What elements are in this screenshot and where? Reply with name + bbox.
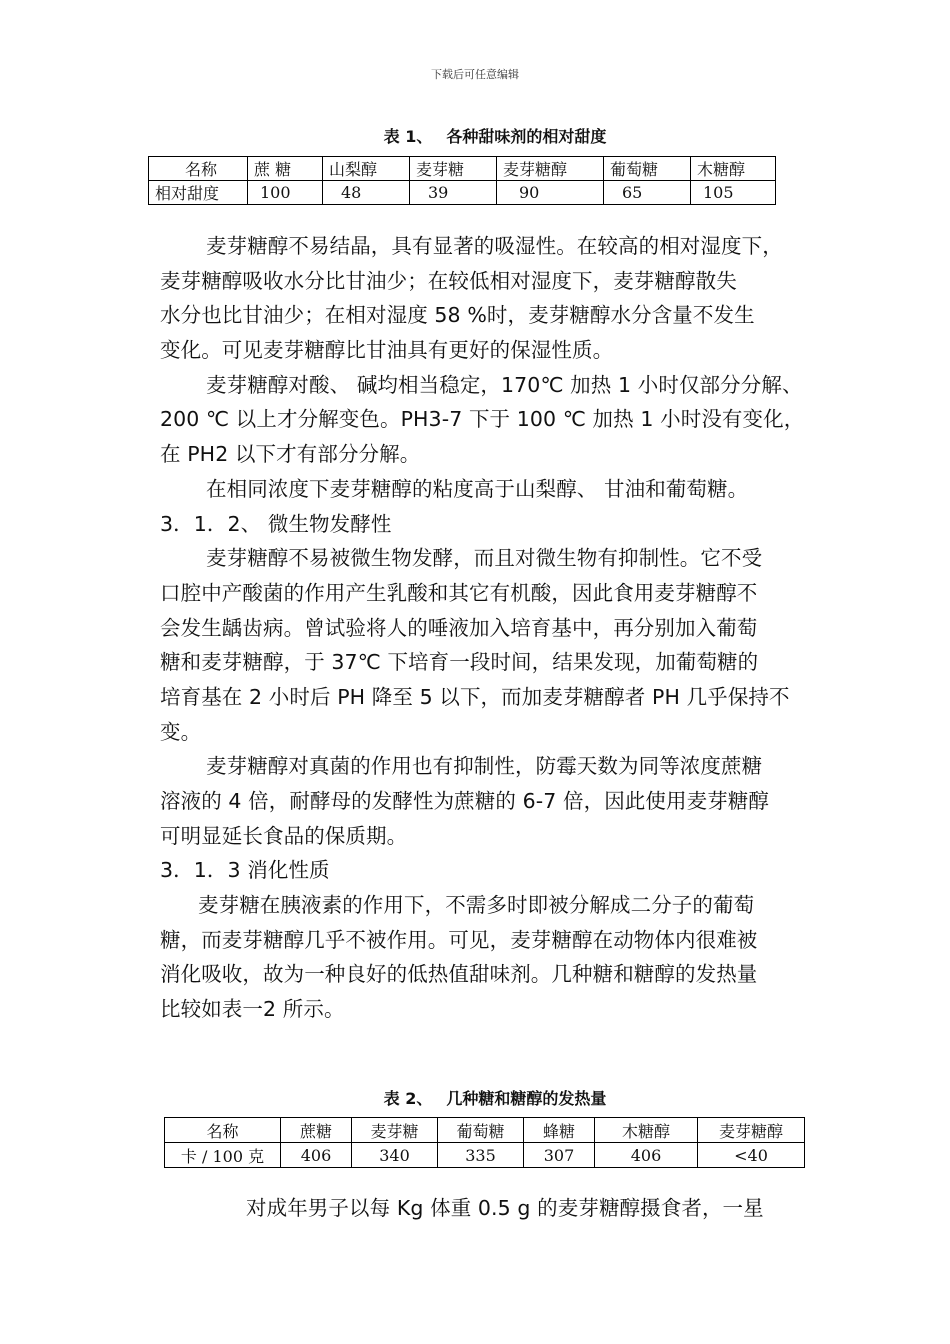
table-cell: 48 — [323, 181, 410, 205]
table-header-cell: 木糖醇 — [595, 1118, 698, 1143]
page-header: 下载后可任意编辑 — [431, 68, 519, 81]
table-cell: 406 — [281, 1143, 352, 1168]
paragraph-line: 会发生龋齿病。曾试验将人的唾液加入培育基中，再分别加入葡萄 — [160, 615, 758, 640]
paragraph-line: 水分也比甘油少；在相对湿度 58 %时，麦芽糖醇水分含量不发生 — [160, 303, 755, 328]
table-cell: 340 — [352, 1143, 438, 1168]
table2-caption-title: 几种糖和糖醇的发热量 — [446, 1089, 607, 1108]
table-header-cell: 麦芽糖 — [352, 1118, 438, 1143]
paragraph-line: 变。 — [160, 719, 202, 744]
table1-caption — [0, 124, 950, 147]
table-cell: <40 — [698, 1143, 805, 1168]
table-header-cell: 麦芽糖 — [410, 157, 497, 181]
paragraph-line: 对成年男子以每 Kg 体重 0.5 g 的麦芽糖醇摄食者，一星 — [246, 1196, 764, 1220]
paragraph-line: 在 PH2 以下才有部分分解。 — [160, 442, 421, 467]
paragraph-line: 比较如表一2 所示。 — [160, 997, 345, 1022]
table-header-cell: 蔗糖 — [281, 1118, 352, 1143]
paragraph-line: 麦芽糖醇吸收水分比甘油少；在较低相对湿度下，麦芽糖醇散失 — [160, 268, 737, 293]
table-header-row — [165, 1118, 805, 1143]
table-cell: 90 — [497, 181, 604, 205]
table-cell: 406 — [595, 1143, 698, 1168]
paragraph-line: 麦芽糖醇不易被微生物发酵，而且对微生物有抑制性。它不受 — [206, 546, 763, 571]
paragraph-line: 糖和麦芽糖醇，于 37℃ 下培育一段时间，结果发现，加葡萄糖的 — [160, 650, 759, 675]
table-header-cell: 名称 — [165, 1118, 281, 1143]
paragraph-line: 消化吸收，故为一种良好的低热值甜味剂。几种糖和糖醇的发热量 — [160, 962, 758, 987]
paragraph-line: 溶液的 4 倍，耐酵母的发酵性为蔗糖的 6-7 倍，因此使用麦芽糖醇 — [160, 789, 769, 813]
paragraph-line: 麦芽糖在胰液素的作用下，不需多时即被分解成二分子的葡萄 — [198, 893, 755, 918]
table-row — [165, 1143, 805, 1168]
paragraph-line: 麦芽糖醇对酸、 碱均相当稳定，170℃ 加热 1 小时仅部分分解、 — [206, 372, 803, 397]
paragraph-line: 麦芽糖醇不易结晶，具有显著的吸湿性。在较高的相对湿度下， — [206, 234, 783, 258]
table-cell: 105 — [691, 181, 776, 205]
table-header-cell: 蔗 糖 — [248, 157, 323, 181]
table-cell: 307 — [524, 1143, 595, 1168]
paragraph-line: 可明显延长食品的保质期。 — [160, 823, 408, 848]
paragraph-line: 培育基在 2 小时后 PH 降至 5 以下，而加麦芽糖醇者 PH 几乎保持不 — [160, 684, 790, 709]
table-header-row — [149, 157, 776, 181]
table-cell: 39 — [410, 181, 497, 205]
sweetness-table — [148, 156, 776, 205]
table-row-label: 相对甜度 — [149, 181, 248, 205]
section-heading: 3．1．3 消化性质 — [160, 858, 330, 883]
table-header-cell: 葡萄糖 — [604, 157, 691, 181]
table-header-cell: 蜂糖 — [524, 1118, 595, 1143]
table-row — [149, 181, 776, 205]
table2-caption-number: 表 2、 — [383, 1089, 433, 1108]
table-header-cell: 葡萄糖 — [438, 1118, 524, 1143]
table-header-cell: 麦芽糖醇 — [497, 157, 604, 181]
table-cell: 100 — [248, 181, 323, 205]
table-header-cell: 木糖醇 — [691, 157, 776, 181]
table-header-cell: 山梨醇 — [323, 157, 410, 181]
paragraph-line: 糖，而麦芽糖醇几乎不被作用。可见，麦芽糖醇在动物体内很难被 — [160, 927, 758, 952]
table-header-cell: 名称 — [149, 157, 248, 181]
table-row-label: 卡 / 100 克 — [165, 1143, 281, 1168]
table-header-cell: 麦芽糖醇 — [698, 1118, 805, 1143]
paragraph-line: 在相同浓度下麦芽糖醇的粘度高于山梨醇、 甘油和葡萄糖。 — [206, 476, 749, 501]
table-cell: 65 — [604, 181, 691, 205]
table2-caption — [0, 1086, 950, 1109]
body-text — [160, 229, 840, 1027]
table-cell: 335 — [438, 1143, 524, 1168]
paragraph-line: 口腔中产酸菌的作用产生乳酸和其它有机酸，因此食用麦芽糖醇不 — [160, 580, 758, 605]
table1-caption-number: 表 1、 — [383, 127, 433, 146]
body-text-continued — [160, 1191, 840, 1226]
paragraph-line: 麦芽糖醇对真菌的作用也有抑制性，防霉天数为同等浓度蔗糖 — [206, 754, 763, 779]
paragraph-line: 变化。可见麦芽糖醇比甘油具有更好的保湿性质。 — [160, 338, 614, 363]
calorie-table — [164, 1117, 805, 1168]
paragraph-line: 200 ℃ 以上才分解变色。PH3-7 下于 100 ℃ 加热 1 小时没有变化， — [160, 407, 805, 432]
section-heading: 3．1．2、 微生物发酵性 — [160, 511, 392, 536]
table1-caption-title: 各种甜味剂的相对甜度 — [446, 127, 607, 146]
